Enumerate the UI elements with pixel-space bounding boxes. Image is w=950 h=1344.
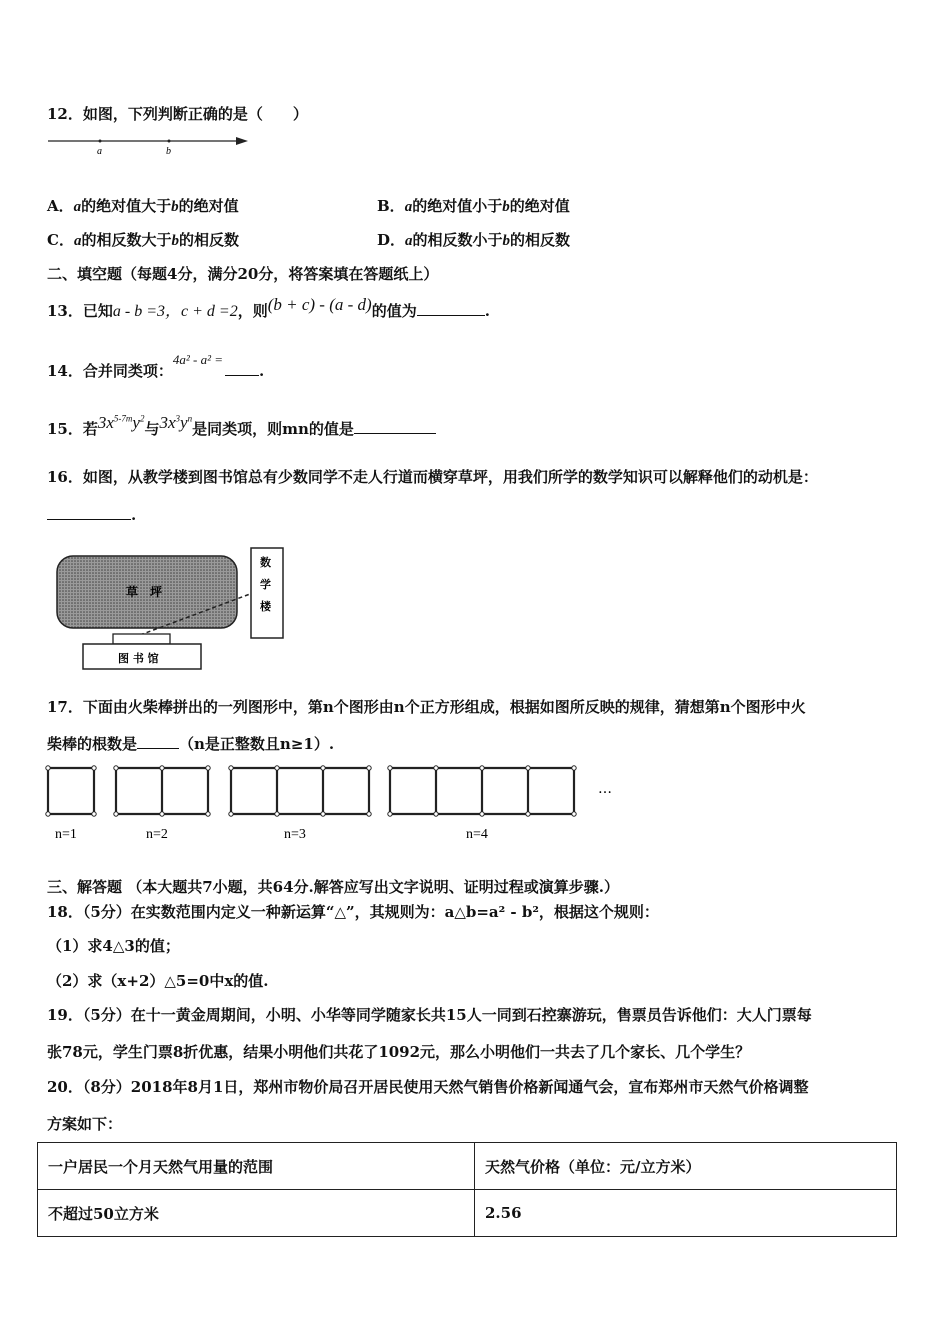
figure-label: n=2 — [146, 827, 168, 842]
table-header-row — [38, 1143, 897, 1190]
q17-line-1: 17．下面由火柴棒拼出的一列图形中，第n个图形由n个正方形组成，根据如图所反映的规律，猜想第n个图形中火 — [47, 698, 806, 716]
q16-answer-line: . — [47, 506, 136, 524]
q14: 14．合并同类项：4a² - a² =. — [47, 352, 265, 380]
matchstick-figure-3 — [229, 766, 371, 842]
matchstick-head — [388, 812, 392, 816]
matchstick-head — [367, 812, 371, 816]
matchstick-head — [388, 766, 392, 770]
matchstick-head — [46, 812, 50, 816]
figure-label: n=1 — [55, 827, 77, 842]
matchstick-head — [480, 812, 484, 816]
matchstick-head — [434, 766, 438, 770]
point-b — [168, 140, 171, 143]
table-cell: 2.56 — [475, 1190, 897, 1237]
matchstick-head — [526, 812, 530, 816]
q12-option-c: C．a的相反数大于b的相反数 — [47, 231, 239, 249]
matchstick-head — [92, 766, 96, 770]
matchstick-head — [275, 766, 279, 770]
q19-line-1: 19．（5分）在十一黄金周期间，小明、小华等同学随家长共15人一同到石控寨游玩，售票员告诉他们：大人门票每 — [47, 1006, 812, 1024]
label-a: a — [97, 146, 102, 157]
figure-label: n=4 — [466, 827, 488, 842]
q13: 13．已知a - b =3，c + d =2，则(b + c) - (a - d)的值为 . — [47, 295, 490, 320]
q16-stem: 16．如图，从教学楼到图书馆总有少数同学不走人行道而横穿草坪，用我们所学的数学知识可以解释他们的动机是： — [47, 468, 818, 486]
matchstick-head — [572, 766, 576, 770]
library-label: 图 书 馆 — [118, 652, 159, 665]
campus-figure — [50, 542, 290, 672]
building-label-1: 数 — [260, 556, 271, 569]
matchstick-head — [46, 766, 50, 770]
matchstick-figure-2 — [114, 766, 210, 842]
q12-option-b: B．a的绝对值小于b的绝对值 — [377, 197, 570, 215]
q17-line-2: 柴棒的根数是 （n是正整数且n≥1）. — [47, 735, 335, 753]
point-a — [99, 140, 102, 143]
building-label-2: 学 — [260, 578, 271, 591]
matchstick-head — [92, 812, 96, 816]
matchstick-head — [160, 812, 164, 816]
q20-line-2: 方案如下： — [47, 1115, 123, 1133]
section-2-heading: 二、填空题（每题4分，满分20分，将答案填在答题纸上） — [47, 265, 439, 283]
arrow-head-icon — [236, 137, 248, 145]
table-header-cell: 天然气价格（单位：元/立方米） — [475, 1143, 897, 1190]
matchstick-figure-1 — [46, 766, 96, 842]
number-line-figure — [48, 132, 253, 158]
matchstick-figure-4 — [388, 766, 576, 842]
q12-option-d: D．a的相反数小于b的相反数 — [377, 231, 571, 249]
matchstick-head — [572, 812, 576, 816]
library-entrance — [113, 634, 170, 644]
matchstick-head — [480, 766, 484, 770]
section-3-heading: 三、解答题 （本大题共7小题，共64分.解答应写出文字说明、证明过程或演算步骤.） — [47, 878, 619, 896]
table-header-cell: 一户居民一个月天然气用量的范围 — [38, 1143, 475, 1190]
building-label-3: 楼 — [260, 600, 271, 613]
matchstick-head — [367, 766, 371, 770]
ellipsis: … — [598, 781, 612, 797]
q18-part-1: （1）求4△3的值； — [47, 937, 180, 955]
matchstick-head — [275, 812, 279, 816]
lawn-label: 草 坪 — [126, 585, 163, 599]
matchstick-head — [321, 766, 325, 770]
matchstick-figure — [0, 760, 640, 852]
matchstick-head — [229, 812, 233, 816]
q18-part-2: （2）求（x+2）△5=0中x的值. — [47, 972, 269, 990]
matchstick-head — [229, 766, 233, 770]
q12-option-a: A．a的绝对值大于b的绝对值 — [47, 197, 239, 215]
matchstick-head — [160, 766, 164, 770]
q19-line-2: 张78元，学生门票8折优惠，结果小明他们共花了1092元，那么小明他们一共去了几个家长、几个学生？ — [47, 1043, 751, 1061]
label-b: b — [166, 146, 171, 157]
matchstick-head — [114, 812, 118, 816]
gas-price-table — [37, 1142, 897, 1237]
table-row — [38, 1190, 897, 1237]
matchstick-head — [206, 812, 210, 816]
q20-line-1: 20．（8分）2018年8月1日，郑州市物价局召开居民使用天然气销售价格新闻通气会，宣布郑州市天然气价格调整 — [47, 1078, 809, 1096]
matchstick-head — [206, 766, 210, 770]
matchstick-head — [114, 766, 118, 770]
q18-stem: 18．（5分）在实数范围内定义一种新运算“△”，其规则为：a△b=a² - b²，根据这个规则： — [47, 903, 659, 921]
matchstick-head — [526, 766, 530, 770]
matchstick-head — [434, 812, 438, 816]
matchstick-head — [321, 812, 325, 816]
figure-label: n=3 — [284, 827, 306, 842]
q12-stem: 12．如图，下列判断正确的是（ ） — [47, 105, 308, 123]
q15: 15．若$3x^{5-7m}y^2$与$3x^3y^n$是同类项，则mn的值是 — [47, 418, 436, 439]
table-cell: 不超过50立方米 — [38, 1190, 475, 1237]
